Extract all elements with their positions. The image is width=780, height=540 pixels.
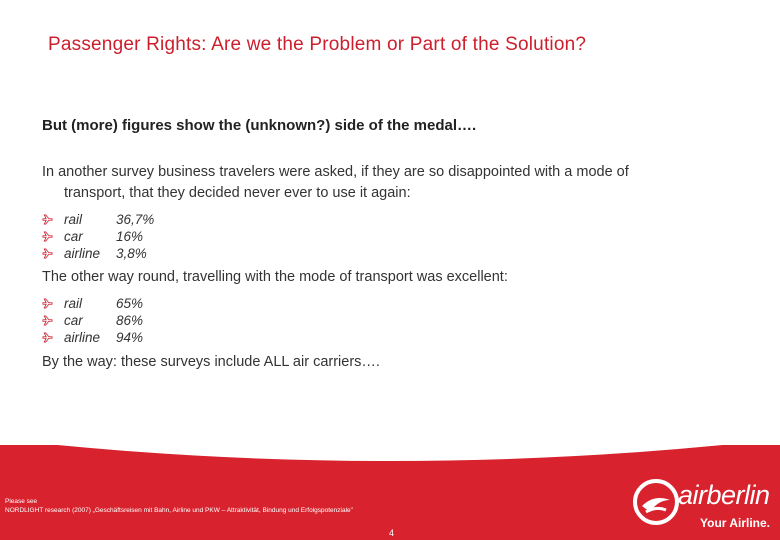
- mode-value: 65%: [116, 296, 144, 311]
- mode-value: 3,8%: [116, 246, 147, 261]
- plane-bullet-icon: [42, 298, 56, 309]
- mode-label: rail: [64, 296, 83, 311]
- survey1-list: [42, 211, 154, 262]
- survey2-list: [42, 295, 143, 346]
- mode-label: rail: [64, 212, 83, 227]
- mode-value: 16%: [116, 229, 144, 244]
- list-item: [42, 211, 154, 228]
- plane-bullet-icon: [42, 248, 56, 259]
- mode-value: 94%: [116, 330, 144, 345]
- slide-subtitle: But (more) figures show the (unknown?) side of the medal….: [42, 117, 477, 134]
- survey1-intro-line2: transport, that they decided never ever to use it again:: [64, 185, 411, 201]
- list-item: [42, 312, 143, 329]
- airberlin-wordmark: airberlin: [678, 480, 770, 510]
- source-line1: Please see: [5, 498, 38, 505]
- mode-label: airline: [64, 246, 101, 261]
- source-note: [5, 497, 353, 515]
- mode-label: car: [64, 313, 83, 328]
- survey1-intro: [42, 162, 629, 204]
- list-item: [42, 329, 143, 346]
- list-item: [42, 295, 143, 312]
- mode-value: 36,7%: [116, 212, 155, 227]
- mode-label: airline: [64, 330, 101, 345]
- source-line2: NORDLIGHT research (2007) „Geschäftsreisen mit Bahn, Airline und PKW – Attraktivität, Bindung und Erfolgspotenziale": [5, 507, 353, 514]
- list-item: [42, 245, 154, 262]
- mode-label: car: [64, 229, 83, 244]
- slide-title: Passenger Rights: Are we the Problem or Part of the Solution?: [48, 34, 587, 55]
- closing-note: By the way: these surveys include ALL air carriers….: [42, 354, 380, 370]
- airberlin-logo-icon: [632, 478, 680, 526]
- airberlin-logo: [632, 470, 772, 532]
- airberlin-tagline: Your Airline.: [700, 516, 771, 530]
- plane-bullet-icon: [42, 231, 56, 242]
- plane-bullet-icon: [42, 315, 56, 326]
- list-item: [42, 228, 154, 245]
- survey2-intro: The other way round, travelling with the mode of transport was excellent:: [42, 269, 508, 285]
- mode-value: 86%: [116, 313, 144, 328]
- plane-bullet-icon: [42, 214, 56, 225]
- plane-bullet-icon: [42, 332, 56, 343]
- survey1-intro-line1: In another survey business travelers were asked, if they are so disappointed with a mode of: [42, 164, 629, 180]
- page-number: 4: [389, 528, 395, 538]
